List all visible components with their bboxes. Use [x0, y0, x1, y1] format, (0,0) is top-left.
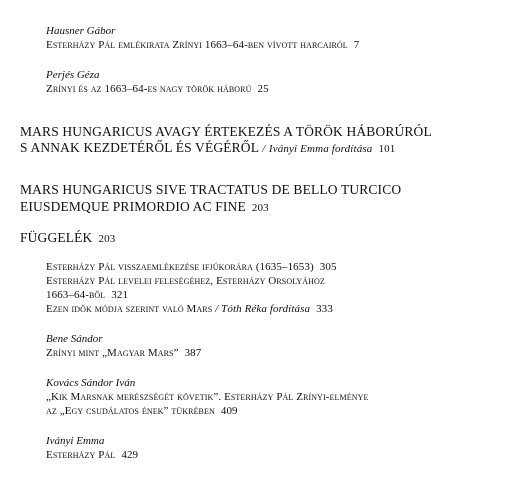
- entry-title: Esterházy Pál emlékirata Zrínyi 1663–64-ben vívott harcairól: [46, 39, 348, 51]
- entry-page-number: 387: [184, 347, 202, 359]
- entry-title-row: [46, 348, 201, 359]
- section-heading-line: MARS HUNGARICUS SIVE TRACTATUS DE BELLO TURCICO: [20, 182, 402, 197]
- translator-credit: Tóth Réka fordítása: [221, 303, 311, 315]
- separator: /: [215, 303, 219, 315]
- entry-author: Kovács Sándor Iván: [46, 377, 136, 389]
- section-page-number: 203: [98, 233, 116, 245]
- entry-author: Bene Sándor: [46, 333, 103, 345]
- section-page-number: 203: [251, 202, 269, 214]
- appendix-item-title: Esterházy Pál visszaemlékezése ifjúkorára (1635–1653): [46, 261, 314, 273]
- appendix-item-page: 305: [319, 261, 337, 273]
- appendix-item: [46, 304, 333, 315]
- entry-author: Hausner Gábor: [46, 25, 116, 37]
- section-heading-line: [20, 141, 395, 155]
- appendix-item-line: [46, 290, 128, 301]
- appendix-item-line: Esterházy Pál levelei feleségéhez, Esterházy Orsolyához: [46, 275, 325, 287]
- entry-title: Esterházy Pál: [46, 449, 116, 461]
- entry-title: Zrínyi mint „Magyar Mars”: [46, 347, 179, 359]
- entry-page-number: 429: [121, 449, 139, 461]
- entry-title-row: [46, 406, 238, 417]
- appendix-item-page: 321: [111, 289, 129, 301]
- section-page-number: 101: [378, 143, 396, 155]
- entry-author: Perjés Géza: [46, 69, 100, 81]
- section-heading-line: MARS HUNGARICUS AVAGY ÉRTEKEZÉS A TÖRÖK HÁBORÚRÓL: [20, 124, 432, 139]
- appendix-item-title: Ezen idők módja szerint való Mars: [46, 303, 213, 315]
- section-heading-text: FÜGGELÉK: [20, 230, 93, 245]
- separator: /: [262, 143, 266, 155]
- entry-page-number: 7: [353, 39, 360, 51]
- entry-page-number: 409: [220, 405, 238, 417]
- translator-credit: Iványi Emma fordítása: [268, 143, 373, 155]
- entry-title-row: [46, 40, 359, 51]
- entry-title: Zrínyi és az 1663–64-es nagy török háború: [46, 83, 252, 95]
- appendix-item-page: 333: [316, 303, 333, 315]
- appendix-item-title: 1663–64-ből: [46, 289, 106, 301]
- entry-title-row: [46, 84, 269, 95]
- section-heading-line: [20, 231, 115, 245]
- entry-title-row: [46, 450, 138, 461]
- entry-title: az „Egy csudálatos ének” tükrében: [46, 405, 215, 417]
- section-heading-line: [20, 200, 269, 214]
- entry-page-number: 25: [257, 83, 269, 95]
- section-heading-text: S ANNAK KEZDETÉRŐL ÉS VÉGÉRŐL: [20, 140, 259, 155]
- entry-author: Iványi Emma: [46, 435, 105, 447]
- entry-title-line: „Kik Marsnak merészségét követik”. Esterházy Pál Zrínyi-elménye: [46, 391, 369, 403]
- section-heading-text: EIUSDEMQUE PRIMORDIO AC FINE: [20, 199, 246, 214]
- appendix-item: [46, 262, 337, 273]
